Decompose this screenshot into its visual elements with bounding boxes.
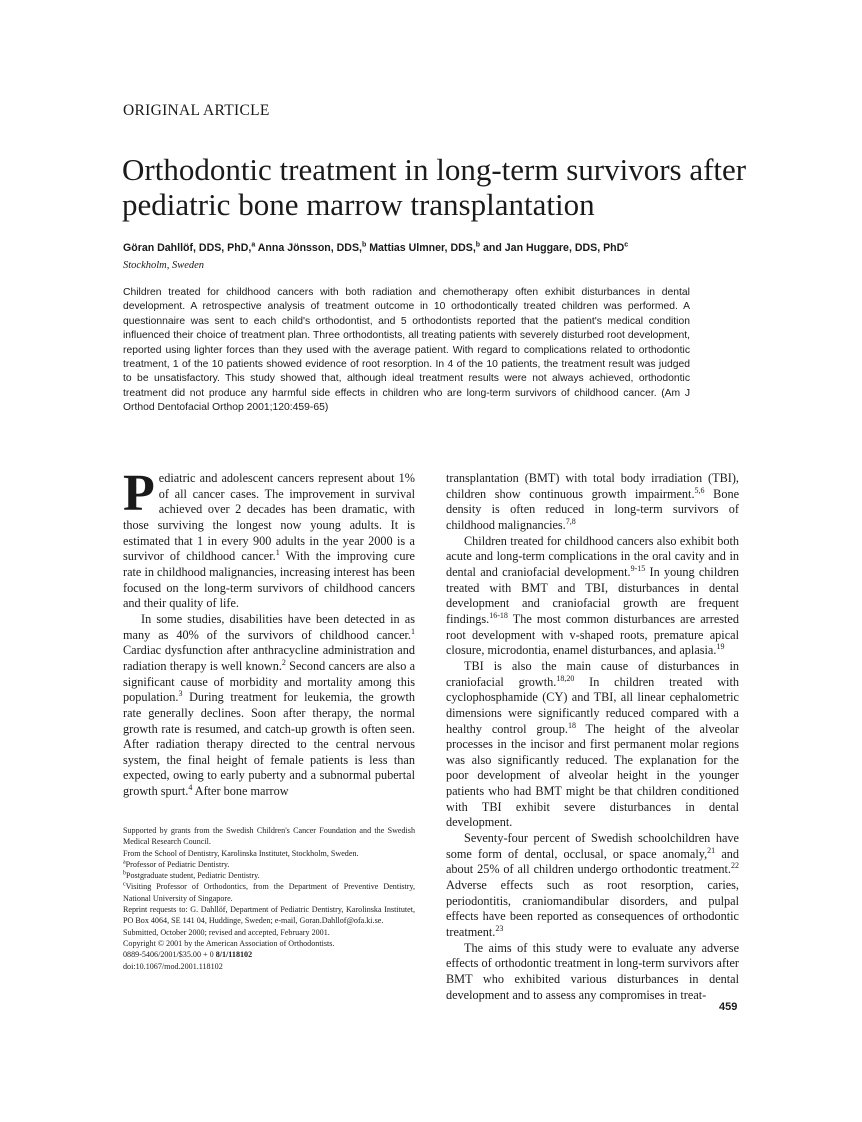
author-list (123, 242, 763, 254)
author-affiliation-mark: c (624, 241, 629, 249)
superscript-ref: 21 (707, 845, 716, 855)
footnote (123, 904, 415, 927)
text-run: After bone marrow (192, 784, 289, 799)
superscript-ref: 4 (188, 783, 193, 793)
article-title: Orthodontic treatment in long-term survivors after pediatric bone marrow transplantation (122, 152, 747, 222)
text-run: Second cancers are also a significant cause of morbidity and mortality among this population. (123, 658, 416, 705)
text-run: Bone density is often reduced in long-term survivors of childhood malignancies. (446, 486, 740, 532)
footnote (123, 881, 415, 904)
text-run: From the School of Dentistry, Karolinska Institutet, Stockholm, Sweden. (123, 848, 359, 858)
text-run: Visiting Professor of Orthodontics, from the Department of Preventive Dentistry, National University of Singapore. (123, 882, 415, 903)
text-run: The most common disturbances are arrested root development with v-shaped roots, premature apical closure, microdontia, enamel disturbances, and aplasia. (446, 611, 739, 658)
body-column-left (123, 465, 416, 800)
section-label: ORIGINAL ARTICLE (123, 102, 270, 119)
body-paragraph (446, 471, 739, 534)
superscript-ref: 22 (731, 861, 739, 871)
text-run: In young children treated with BMT and TBI, disturbances in dental development and craniofacial growth are frequent findings. (446, 564, 739, 626)
author-name: Jan Huggare, DDS, PhD (504, 242, 625, 254)
body-paragraph (123, 465, 415, 612)
body-paragraph (446, 659, 739, 831)
superscript-ref: a (123, 859, 126, 866)
body-paragraph (123, 612, 415, 800)
text-run: The aims of this study were to evaluate any adverse effects of orthodontic treatment in long-term survivors after BMT who exhibited various disturbances in dental development and to assess any compromises in treat- (446, 940, 739, 1002)
superscript-ref: 18 (567, 720, 576, 730)
text-run: Children treated for childhood cancers also exhibit both acute and long-term complications in the oral cavity and in dental and craniofacial development. (446, 533, 739, 579)
footnote (123, 859, 415, 870)
author-location: Stockholm, Sweden (123, 260, 205, 271)
text-run: Cardiac dysfunction after anthracycline administration and radiation therapy is well known. (123, 643, 415, 673)
superscript-ref: 16-18 (489, 610, 508, 620)
superscript-ref: 1 (411, 626, 415, 636)
text-run: transplantation (BMT) with total body irradiation (TBI), children show continuous growth impairment. (446, 471, 739, 501)
text-run: Supported by grants from the Swedish Children's Cancer Foundation and the Swedish Medical Research Council. (123, 826, 415, 847)
footnote (123, 949, 415, 960)
superscript-ref: 19 (716, 642, 725, 652)
superscript-ref: 1 (275, 548, 280, 558)
text-run: Copyright © 2001 by the American Association of Orthodontists. (123, 938, 335, 948)
author-name: Göran Dahllöf, DDS, PhD, (123, 242, 252, 254)
page-number: 459 (719, 1001, 738, 1013)
body-paragraph (446, 831, 739, 941)
author-affiliation-mark: b (475, 241, 481, 249)
text-run: Professor of Pediatric Dentistry. (125, 859, 230, 869)
superscript-ref: 2 (281, 657, 286, 667)
superscript-ref: 7,8 (565, 516, 576, 526)
superscript-ref: 23 (495, 923, 504, 933)
text-run: ediatric and adolescent cancers represent about 1% of all cancer cases. The improvement in survival achieved over 2 decades has been dramatic, with those surviving the longest now young adults. It is estimated that 1 in every 900 adults in the year 2000 is a survivor of childhood cancer. (123, 471, 415, 564)
superscript-ref: 5,6 (694, 485, 705, 495)
body-column-right (446, 471, 739, 1003)
text-run: and about 25% of all children undergo orthodontic treatment. (446, 846, 739, 877)
author-separator: and (480, 242, 505, 254)
text-run: Adverse effects such as root resorption, caries, periodontitis, craniomandibular disorders, and pulpal effects have been reported as consequences of orthodontic treatment. (446, 878, 739, 940)
superscript-ref: c (123, 881, 126, 888)
text-run: With the improving cure rate in childhood malignancies, increasing interest has been focused on the long-term survivors of childhood cancers and their quality of life. (123, 549, 415, 611)
footnote (123, 961, 415, 972)
text-run: Seventy-four percent of Swedish schoolchildren have some form of dental, occlusal, or space anomaly, (446, 831, 739, 861)
text-run: In children treated with cyclophosphamide (CY) and TBI, all linear cephalometric dimensions were significantly reduced compared with a healthy control group. (446, 674, 739, 736)
abstract: Children treated for childhood cancers with both radiation and chemotherapy often exhibit disturbances in dental development. A retrospective analysis of treatment outcome in 10 orthodontically treated children was performed. A questionnaire was sent to each child's orthodontist, and 5 orthodontists reported that the patient's medical condition influenced their choice of treatment plan. Three orthodontists, all treating patients with severely disturbed root development, reported using lighter forces than they used with the average patient. With regard to complications related to orthodontic treatment, 1 of the 10 patients showed evidence of root resorption. In 4 of the 10 patients, the treatment result was judged to be unsatisfactory. This study showed that, although ideal treatment results were not always achieved, orthodontic treatment did not produce any harmful side effects in children who are long-term survivors of childhood cancer. (Am J Orthod Dentofacial Orthop 2001;120:459-65) (123, 287, 690, 414)
body-paragraph (446, 941, 739, 1004)
superscript-ref: 18,20 (556, 673, 575, 683)
text-run: 8/1/118102 (215, 950, 253, 960)
text-run: The height of the alveolar processes in the incisor and first permanent molar regions was also significantly reduced. The explanation for the poor development of alveolar height in the younger patients who had BMT might be that children conditioned with TBI exhibit severe disturbances in dental development. (446, 721, 739, 830)
footnote (123, 938, 415, 949)
text-run: During treatment for leukemia, the growth rate generally declines. Soon after therapy, the normal growth rate is resumed, and catch-up growth is often seen. After radiation therapy directed to the central nervous system, the final height of female patients is less than expected, owing to early puberty and a subnormal pubertal growth spurt. (123, 690, 415, 799)
footnote (123, 825, 415, 848)
body-paragraph (446, 534, 739, 659)
text-run: In some studies, disabilities have been detected in as many as 40% of the survivors of childhood cancer. (123, 611, 415, 642)
superscript-ref: 9-15 (630, 563, 646, 573)
text-run: TBI is also the main cause of disturbances in craniofacial growth. (446, 658, 739, 689)
text-run: Reprint requests to: G. Dahllöf, Department of Pediatric Dentistry, Karolinska Institutet, PO Box 4064, SE 141 04, Huddinge, Sweden; e-mail, Goran.Dahllof@ofa.ki.se. (123, 905, 415, 926)
text-run: 0889-5406/2001/$35.00 + 0 (123, 950, 216, 960)
drop-cap: P (123, 465, 155, 522)
author-affiliation-mark: a (251, 241, 256, 249)
superscript-ref: 3 (178, 689, 183, 699)
superscript-ref: b (123, 870, 126, 877)
footnote (123, 927, 415, 938)
text-run: Submitted, October 2000; revised and accepted, February 2001. (123, 927, 330, 937)
author-name: Anna Jönsson, DDS, (257, 242, 362, 254)
author-name: Mattias Ulmner, DDS, (369, 242, 476, 254)
author-affiliation-mark: b (361, 241, 367, 249)
footnotes (123, 825, 415, 972)
text-run: doi:10.1067/mod.2001.118102 (123, 961, 223, 971)
footnote (123, 870, 415, 881)
text-run: Postgraduate student, Pediatric Dentistry. (126, 871, 260, 881)
footnote (123, 848, 415, 859)
